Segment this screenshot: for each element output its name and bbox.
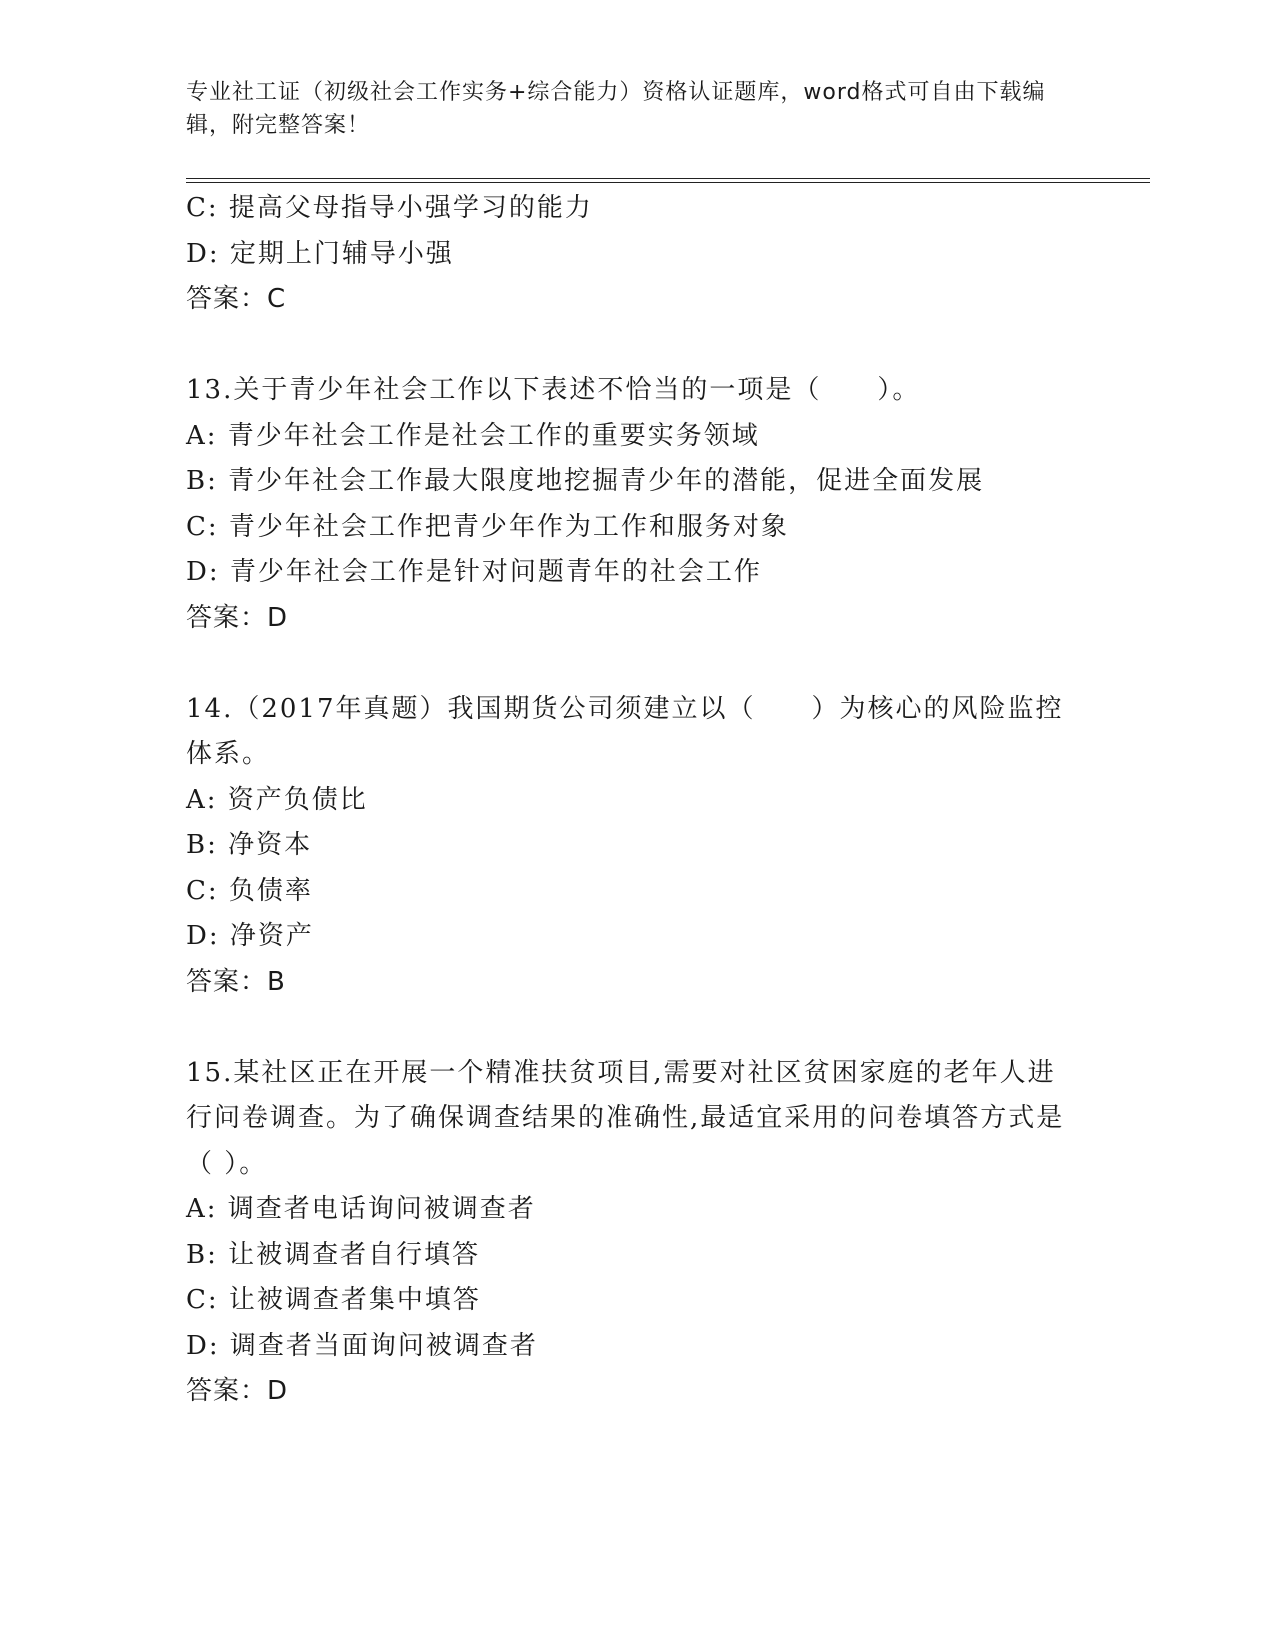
option-d: D: 青少年社会工作是针对问题青年的社会工作 — [186, 557, 762, 587]
option-b: B: 净资本 — [186, 830, 313, 860]
question-stem: 13.关于青少年社会工作以下表述不恰当的一项是（ ）。 — [186, 375, 921, 405]
answer: 答案：D — [186, 1376, 289, 1406]
answer: 答案：D — [186, 602, 289, 633]
option-a: A: 青少年社会工作是社会工作的重要实务领域 — [186, 420, 760, 451]
option-a: A: 资产负债比 — [186, 784, 368, 815]
option-d: D: 净资产 — [186, 921, 314, 951]
option-c: C: 青少年社会工作把青少年作为工作和服务对象 — [186, 511, 789, 542]
option-a: A: 调查者电话询问被调查者 — [186, 1194, 536, 1224]
question-stem: 14.（2017年真题）我国期货公司须建立以（ ）为核心的风险监控体系。 — [186, 693, 1064, 769]
header-divider-bottom — [186, 182, 1150, 183]
spacer — [186, 323, 1086, 369]
answer: 答案：C — [186, 284, 287, 314]
option-d: D: 定期上门辅导小强 — [186, 238, 454, 269]
question-content — [186, 186, 1086, 1415]
option-d: D: 调查者当面询问被调查者 — [186, 1330, 538, 1361]
spacer — [186, 1005, 1086, 1051]
option-c: C: 负债率 — [186, 875, 313, 906]
page-header: 专业社工证（初级社会工作实务+综合能力）资格认证题库，word格式可自由下载编辑，附完整答案！ — [186, 80, 1046, 138]
option-b: B: 青少年社会工作最大限度地挖掘青少年的潜能，促进全面发展 — [186, 466, 985, 496]
header-divider-top — [186, 178, 1150, 179]
question-stem: 15.某社区正在开展一个精准扶贫项目,需要对社区贫困家庭的老年人进行问卷调查。为了确保调查结果的准确性,最适宜采用的问卷填答方式是（ ）。 — [186, 1057, 1065, 1179]
option-c: C: 提高父母指导小强学习的能力 — [186, 193, 593, 223]
option-b: B: 让被调查者自行填答 — [186, 1239, 481, 1270]
answer: 答案：B — [186, 966, 286, 997]
option-c: C: 让被调查者集中填答 — [186, 1285, 481, 1315]
spacer — [186, 641, 1086, 687]
